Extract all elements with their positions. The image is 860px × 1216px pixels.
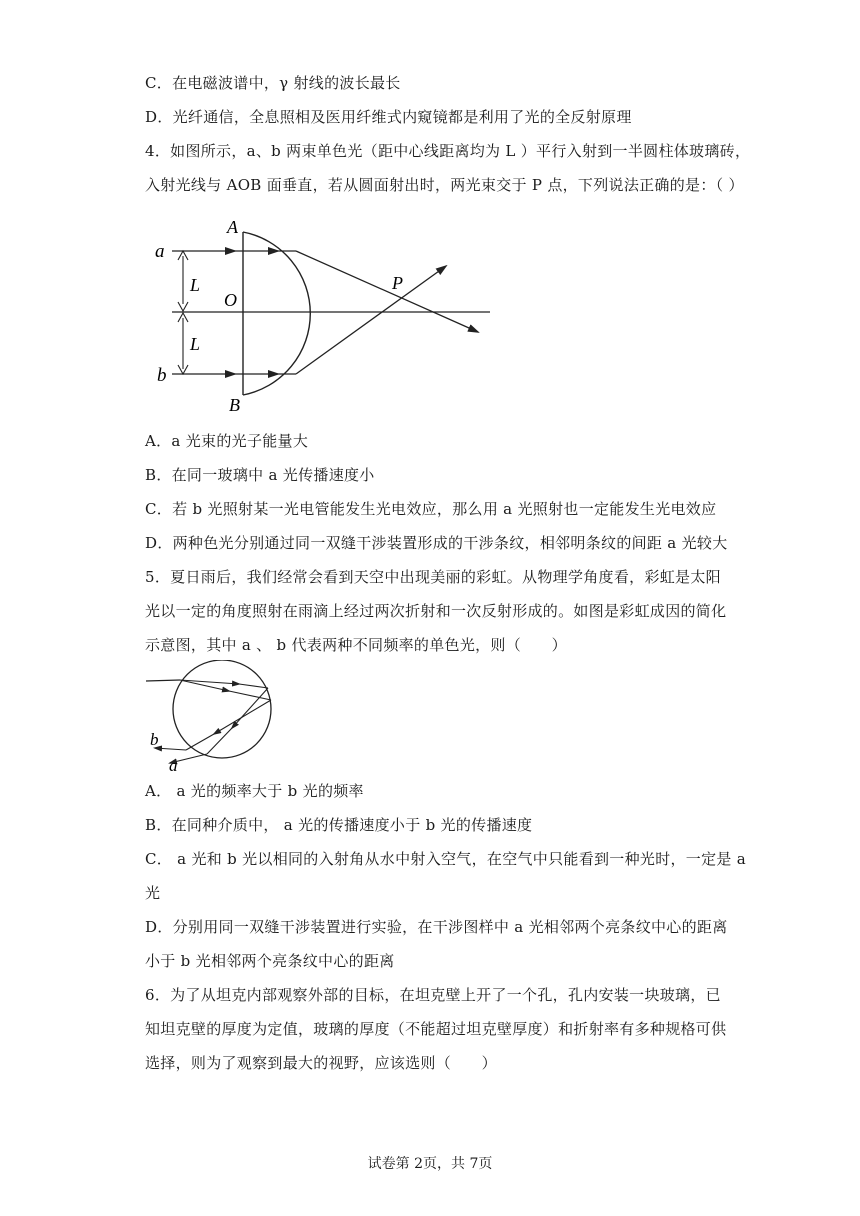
q3-option-c: C．在电磁波谱中，γ 射线的波长最长: [145, 74, 401, 92]
q6-stem-line-3: 选择，则为了观察到最大的视野，应该选则（ ）: [145, 1054, 497, 1072]
q4-figure: [150, 215, 500, 415]
q5-ray-b-out: [155, 748, 186, 750]
q5-option-d-line-1: D．分别用同一双缝干涉装置进行实验，在干涉图样中 a 光相邻两个亮条纹中心的距离: [145, 918, 728, 936]
q4-label-L-upper: L: [190, 275, 201, 295]
q5-stem-line-3: 示意图，其中 a 、 b 代表两种不同频率的单色光，则（ ）: [145, 636, 567, 654]
q5-option-c-line-1: C． a 光和 b 光以相同的入射角从水中射入空气，在空气中只能看到一种光时，一定是 a: [145, 850, 747, 868]
q5-stem-line-2: 光以一定的角度照射在雨滴上经过两次折射和一次反射形成的。如图是彩虹成因的简化: [145, 602, 727, 620]
q4-label-a: a: [155, 241, 165, 262]
q4-beam-a-out: [296, 251, 478, 332]
q4-label-L-lower: L: [190, 334, 201, 354]
q5-stem-line-1: 5．夏日雨后，我们经常会看到天空中出现美丽的彩虹。从物理学角度看，彩虹是太阳: [145, 568, 721, 586]
q5-option-c-line-2: 光: [145, 884, 161, 902]
q4-option-c: C．若 b 光照射某一光电管能发生光电效应，那么用 a 光照射也一定能发生光电效应: [145, 500, 717, 518]
q5-option-a: A． a 光的频率大于 b 光的频率: [145, 782, 364, 800]
q6-stem-line-1: 6．为了从坦克内部观察外部的目标，在坦克壁上开了一个孔，孔内安装一块玻璃，已: [145, 986, 721, 1004]
q4-label-A: A: [227, 217, 238, 237]
q4-label-B: B: [229, 395, 240, 415]
q3-option-d: D．光纤通信，全息照相及医用纤维式内窥镜都是利用了光的全反射原理: [145, 108, 632, 126]
q4-option-d: D．两种色光分别通过同一双缝干涉装置形成的干涉条纹，相邻明条纹的间距 a 光较大: [145, 534, 728, 552]
q4-label-P: P: [392, 273, 403, 293]
q5-label-a: a: [169, 756, 178, 772]
q5-figure: [144, 660, 284, 772]
q4-beam-b-out: [296, 266, 446, 374]
q5-label-b: b: [150, 730, 159, 749]
q4-label-b: b: [157, 365, 167, 386]
q4-label-O: O: [224, 290, 237, 310]
q5-incident-ray: [146, 680, 180, 681]
q4-option-a: A．a 光束的光子能量大: [145, 432, 309, 450]
q4-stem-line-2: 入射光线与 AOB 面垂直，若从圆面射出时，两光束交于 P 点，下列说法正确的是：（ ）: [145, 176, 744, 194]
q4-option-b: B．在同一玻璃中 a 光传播速度小: [145, 466, 375, 484]
q5-option-d-line-2: 小于 b 光相邻两个亮条纹中心的距离: [145, 952, 395, 970]
q6-stem-line-2: 知坦克壁的厚度为定值，玻璃的厚度（不能超过坦克壁厚度）和折射率有多种规格可供: [145, 1020, 727, 1038]
q5-option-b: B．在同种介质中， a 光的传播速度小于 b 光的传播速度: [145, 816, 533, 834]
q4-stem-line-1: 4．如图所示，a、b 两束单色光（距中心线距离均为 L ）平行入射到一半圆柱体玻璃砖，: [145, 142, 751, 160]
page-footer: 试卷第 2页，共 7页: [367, 1156, 493, 1172]
